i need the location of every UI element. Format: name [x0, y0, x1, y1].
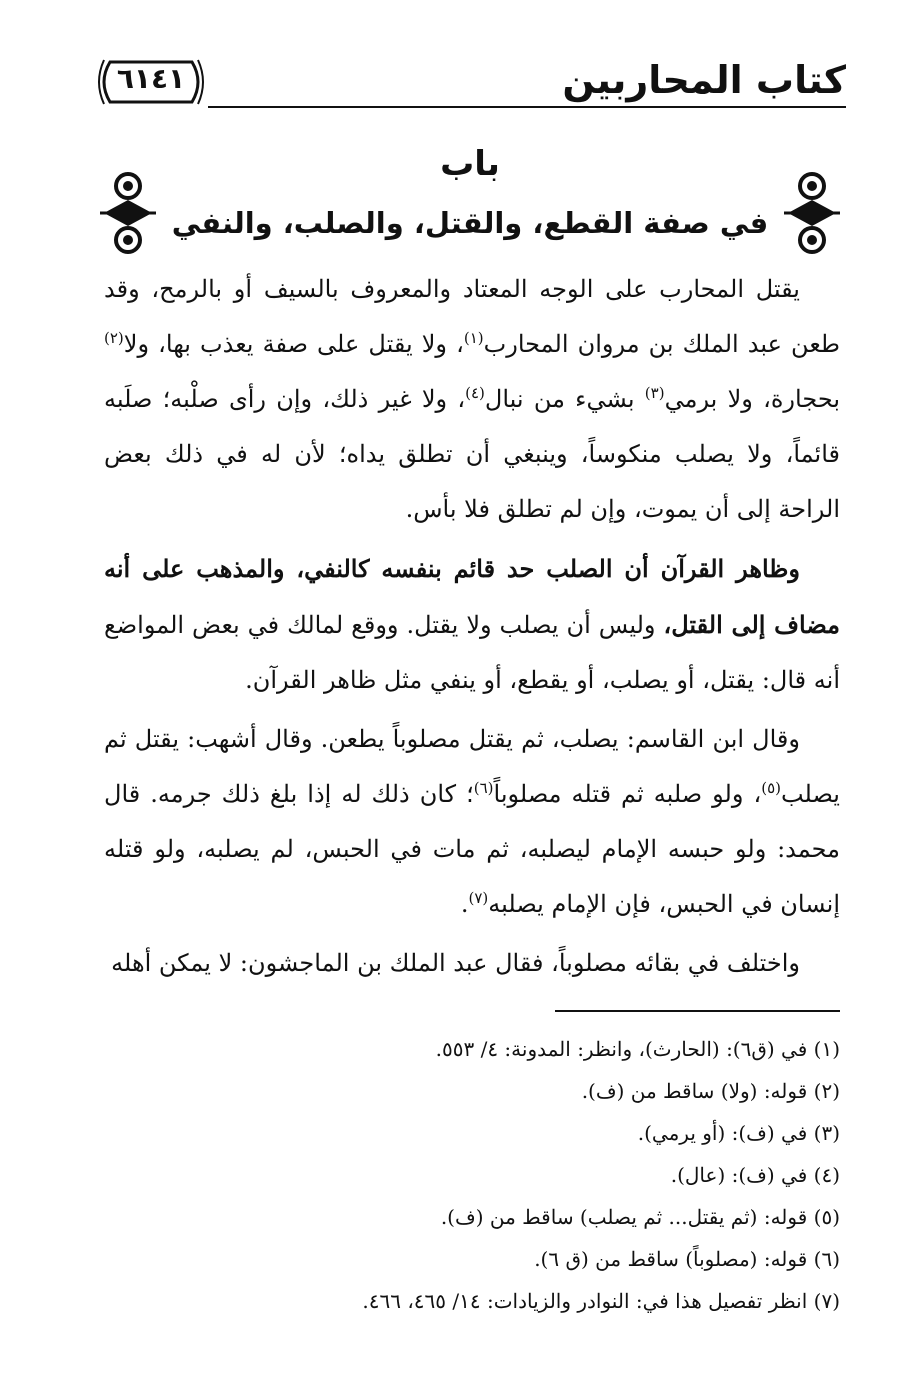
footnote-ref: (٧): [468, 889, 489, 907]
chapter-heading: [100, 140, 840, 260]
text-segment: ، ولو صلبه ثم قتله مصلوباً: [493, 780, 762, 808]
text-segment: وظاهر القرآن أن الصلب حد قائم بنفسه كالنفي، والمذهب على أنه مضاف إلى القتل،: [104, 554, 840, 639]
footnote-item: (٤) في (ف): (عال).: [670, 1163, 840, 1187]
page-number: ٦١٤١: [116, 62, 186, 95]
text-segment: واختلف في بقائه مصلوباً، فقال عبد الملك بن الماجشون: لا يمكن أهله: [111, 949, 800, 977]
chapter-label: باب: [440, 144, 500, 184]
footnotes: [104, 1028, 840, 1322]
footnote-item: (٢) قوله: (ولا) ساقط من (ف).: [581, 1079, 840, 1103]
chapter-subtitle: في صفة القطع، والقتل، والصلب، والنفي: [171, 206, 769, 240]
footnote-item: (١) في (ق٦): (الحارث)، وانظر: المدونة: ٤/ ٥٥٣.: [435, 1037, 840, 1061]
floral-ornament-icon: [100, 168, 156, 258]
footnote-ref: (١): [463, 329, 484, 347]
paragraph: [104, 541, 840, 708]
floral-ornament-icon: [784, 168, 840, 258]
header-rule: [208, 106, 846, 108]
footnote-separator: [555, 1010, 840, 1012]
footnote-item: (٦) قوله: (مصلوباً) ساقط من (ق ٦).: [534, 1247, 840, 1271]
text-segment: يقتل المحارب على الوجه المعتاد والمعروف بالسيف أو بالرمح، وقد طعن عبد الملك بن مروان المحارب: [104, 275, 840, 358]
text-segment: وليس أن يصلب ولا يقتل. ووقع لمالك في بعض المواضع أنه قال: يقتل، أو يصلب، أو يقطع، أو ينفي مثل ظاهر القرآن.: [104, 611, 840, 694]
text-segment: وقال ابن القاسم: يصلب، ثم يقتل مصلوباً يطعن. وقال أشهب: يقتل ثم يصلب: [104, 725, 840, 808]
footnote-item: (٧) انظر تفصيل هذا في: النوادر والزيادات: ١٤/ ٤٦٥، ٤٦٦.: [362, 1289, 840, 1313]
footnote-ref: (٣): [644, 384, 665, 402]
footnote-ref: (٤): [465, 384, 485, 402]
footnote-ref: (٦): [473, 779, 494, 797]
footnote-item: (٣) في (ف): (أو يرمي).: [637, 1121, 840, 1145]
main-text: [104, 262, 840, 991]
paragraph: [104, 712, 840, 932]
footnote-ref: (٥): [761, 779, 781, 797]
text-segment: ؛ كان ذلك له إذا بلغ ذلك جرمه. قال محمد: ولو حبسه الإمام ليصلبه، ثم مات في الحبس، لم يصلبه، ولو قتله إنسان في الحبس، فإن الإمام يصلبه: [104, 780, 840, 918]
page-header: [96, 52, 846, 122]
paragraph: [104, 936, 840, 991]
text-segment: بحجارة، ولا برمي: [664, 385, 840, 413]
running-title: كتاب المحاربين: [562, 58, 846, 102]
text-segment: بشيء من نبال: [484, 385, 645, 413]
text-segment: .: [460, 890, 469, 918]
footnote-item: (٥) قوله: (ثم يقتل... ثم يصلب) ساقط من (ف).: [440, 1205, 840, 1229]
page-number-badge: [96, 54, 206, 110]
text-segment: ، ولا يقتل على صفة يعذب بها، ولا: [123, 330, 464, 358]
paragraph: [104, 262, 840, 537]
text-segment: ، ولا غير ذلك، وإن رأى صلْبه؛ صلَبه قائماً، ولا يصلب منكوساً، وينبغي أن تطلق يداه؛ لأن له في ذلك بعض الراحة إلى أن يموت، وإن لم تطلق فلا بأس.: [104, 385, 840, 523]
footnote-ref: (٢): [104, 329, 124, 347]
